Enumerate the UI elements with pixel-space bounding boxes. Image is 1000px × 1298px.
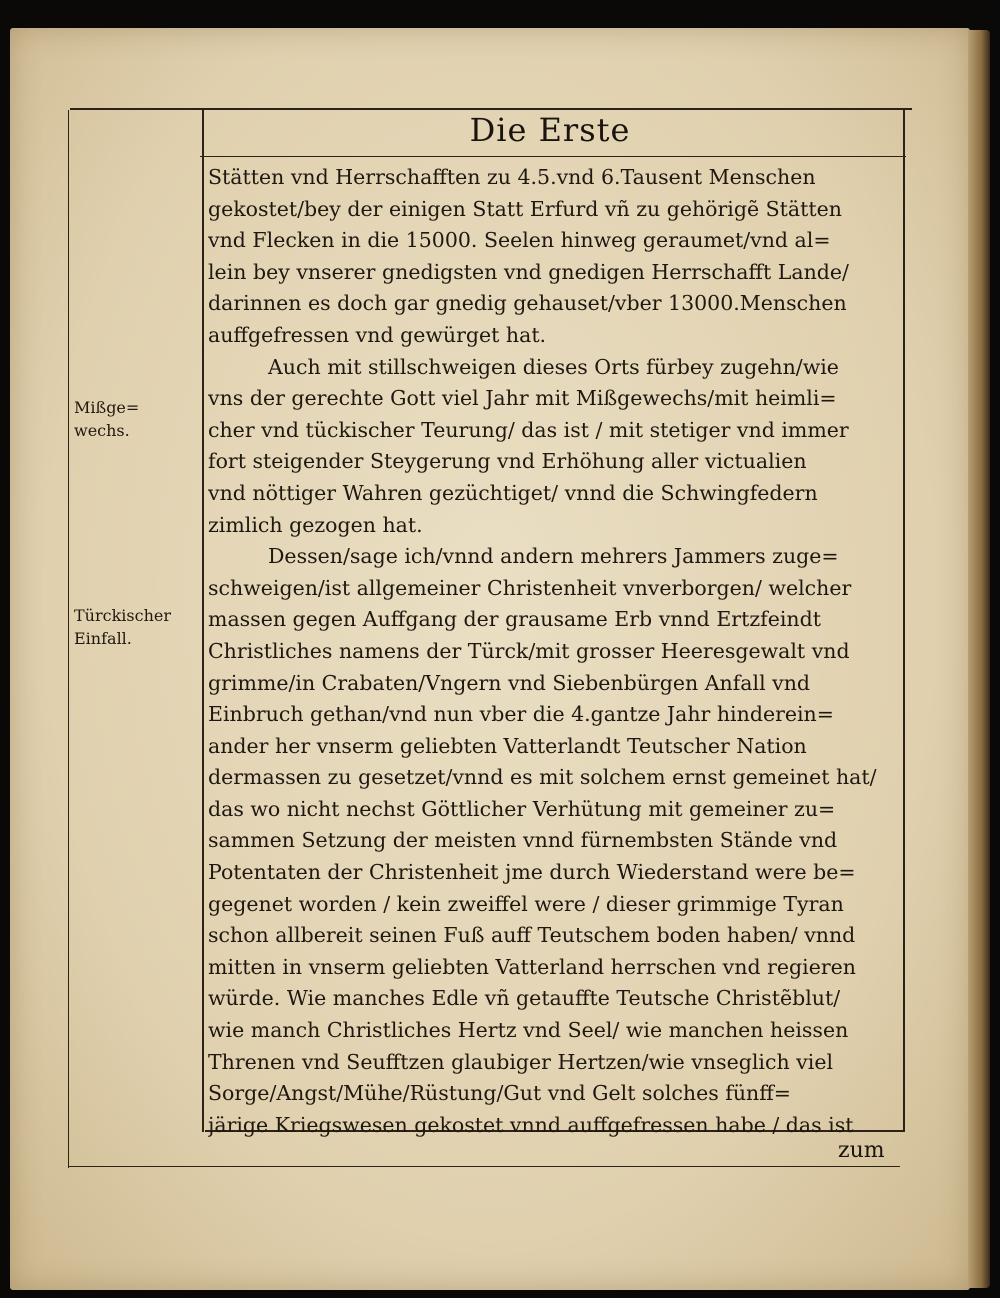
text-line: vnd Flecken in die 15000. Seelen hinweg geraumet/vnd al= [208, 228, 831, 253]
text-line: das wo nicht nechst Göttlicher Verhütung mit gemeiner zu= [208, 796, 836, 821]
margin-note-line: Türckischer [74, 606, 171, 625]
text-line: Potentaten der Christenheit jme durch Wiederstand were be= [208, 860, 856, 885]
margin-note-line: Mißge= [74, 398, 140, 417]
text-line: zimlich gezogen hat. [208, 512, 423, 537]
text-line: vnd nöttiger Wahren gezüchtiget/ vnnd die Schwingfedern [208, 480, 818, 505]
text-line: darinnen es doch gar gnedig gehauset/vber 13000.Menschen [208, 291, 847, 316]
footer-rule [68, 1166, 900, 1167]
text-line: järige Kriegswesen gekostet vnnd auffgefressen habe / das ist [208, 1112, 854, 1137]
text-line: Sorge/Angst/Mühe/Rüstung/Gut vnd Gelt solches fünff= [208, 1081, 791, 1106]
text-line: Dessen/sage ich/vnnd andern mehrers Jammers zuge= [268, 544, 839, 569]
text-line: vns der gerechte Gott viel Jahr mit Mißgewechs/mit heimli= [208, 386, 837, 411]
page-heading: Die Erste [469, 111, 631, 149]
text-line: dermassen zu gesetzet/vnnd es mit solchem ernst gemeinet hat/ [208, 765, 877, 790]
text-line: gekostet/bey der einigen Statt Erfurd vñ zu gehörigẽ Stätten [208, 196, 842, 221]
text-line: schweigen/ist allgemeiner Christenheit vnverborgen/ welcher [208, 575, 852, 600]
margin-note-missgewechs [74, 396, 194, 442]
text-line: schon allbereit seinen Fuß auff Teutschem boden haben/ vnnd [208, 923, 856, 948]
catchword: zum [838, 1138, 885, 1163]
text-line: cher vnd tückischer Teurung/ das ist / mit stetiger vnd immer [208, 417, 849, 442]
text-line: lein bey vnserer gnedigsten vnd gnedigen Herrschafft Lande/ [208, 259, 849, 284]
text-line: massen gegen Auffgang der grausame Erb vnnd Ertzfeindt [208, 607, 821, 632]
heading-rule [200, 156, 906, 157]
text-line: gegenet worden / kein zweiffel were / dieser grimmige Tyran [208, 891, 844, 916]
text-line: Christliches namens der Türck/mit grosser Heeresgewalt vnd [208, 638, 850, 663]
text-line: grimme/in Crabaten/Vngern vnd Siebenbürgen Anfall vnd [208, 670, 811, 695]
text-line: Auch mit stillschweigen dieses Orts fürbey zugehn/wie [268, 354, 839, 379]
text-line: Stätten vnd Herrschafften zu 4.5.vnd 6.Tausent Menschen [208, 165, 816, 189]
text-line: wie manch Christliches Hertz vnd Seel/ wie manchen heissen [208, 1018, 849, 1043]
text-line: ander her vnserm geliebten Vatterlandt Teutscher Nation [208, 733, 807, 758]
left-margin-rule [68, 110, 69, 1168]
text-line: Threnen vnd Seufftzen glaubiger Hertzen/wie vnseglich viel [208, 1049, 834, 1074]
body-text [208, 162, 900, 1141]
margin-note-tuerckischer-einfall [74, 604, 194, 650]
text-line: auffgefressen vnd gewürget hat. [208, 322, 547, 347]
text-line: fort steigender Steygerung vnd Erhöhung aller victualien [208, 449, 807, 474]
text-line: würde. Wie manches Edle vñ getauffte Teutsche Christẽblut/ [208, 986, 841, 1011]
margin-note-line: wechs. [74, 421, 130, 440]
margin-note-line: Einfall. [74, 629, 132, 648]
column-rule [202, 110, 204, 1132]
text-line: sammen Setzung der meisten vnnd fürnembsten Stände vnd [208, 828, 838, 853]
text-line: mitten in vnserm geliebten Vatterland herrschen vnd regieren [208, 954, 856, 979]
page-edge [968, 30, 990, 1288]
right-rule [903, 110, 905, 1132]
text-line: Einbruch gethan/vnd nun vber die 4.gantze Jahr hinderein= [208, 702, 834, 727]
